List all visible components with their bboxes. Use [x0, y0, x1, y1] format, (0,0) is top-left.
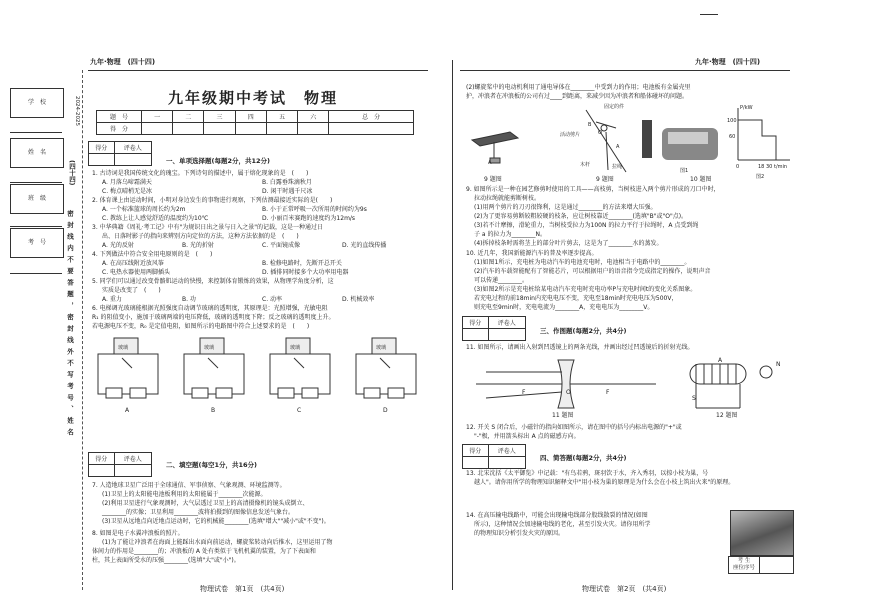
q6-circuit-figures: [92, 332, 428, 418]
q1-stem: 1. 古诗词是我国传统文化的瑰宝。下列诗句的描述中，属于熔化现象的是 ( ): [92, 170, 309, 177]
score-header-cell: 题 号: [97, 111, 142, 123]
grader-score-cell[interactable]: [89, 154, 115, 166]
fig1-label: 图1: [680, 168, 689, 174]
graph-tick-18: 18: [758, 164, 765, 170]
charging-figure: [642, 120, 718, 160]
lens-o-label: O: [566, 389, 571, 396]
solenoid-s-label: S: [692, 395, 696, 402]
q12-stem-cont: "-"极，并用箭头标出 A 点的磁感方向。: [474, 433, 580, 440]
q9-stem-cont: 拉动拉绳就能剪断树枝。: [474, 195, 541, 202]
school-blank[interactable]: [10, 132, 62, 133]
page-title: 九年级期中考试 物理: [168, 89, 339, 107]
graph-y-label: P/kW: [740, 105, 753, 111]
circuit-d-glass-label: 玻璃: [376, 345, 387, 351]
grader-reviewer-label: 评卷人: [488, 445, 525, 457]
graph-tick-100: 100: [727, 118, 737, 124]
right-header-rule: [460, 70, 790, 71]
q14-stem: 14. 在高压输电线路中，可能会出现输电线部分股线散裂的情况(如图: [466, 512, 648, 519]
q13-stem-cont: 越人"。请你用所学的物理知识解释文中"用小枝为巢的原理是为什么会在小枝上筑出火来"的原理。: [474, 479, 735, 486]
grader-reviewer-label: 评卷人: [114, 453, 151, 465]
q7-part2-cont: ________的实像；卫星利用________波将拍摄到的图像信息发送气象台。: [102, 509, 295, 516]
grader-score-label: 得分: [89, 142, 115, 154]
graph-x-label: t/min: [774, 164, 788, 170]
q3-option-c[interactable]: C. 平面镜成像: [262, 242, 301, 249]
pruner-o-label: O: [598, 130, 602, 136]
score-header-cell: 三: [204, 111, 235, 123]
q3-option-a[interactable]: A. 光的反射: [102, 242, 134, 249]
q10-part2: (2)汽车的车载智能配有了智能芯片，可以根据用户的语音指令完成指定的操作，说明声音: [474, 268, 711, 275]
solenoid-figure: [690, 364, 772, 408]
q4-option-b[interactable]: B. 检修电路时，先断开总开关: [262, 260, 342, 267]
q6-stem-cont-1: R₁ 的阻值变小，施加于玻璃两端的电压降低，玻璃的透明度下降；反之玻璃的透明度上升。: [92, 314, 335, 321]
q3-option-b[interactable]: B. 光的折射: [182, 242, 214, 249]
q8-stem: 8. 如图是电子水翼冲浪板的照片。: [92, 530, 184, 537]
surfboard-figure: [472, 132, 518, 163]
circuit-a-label: A: [125, 407, 130, 414]
grader-reviewer-label: 评卷人: [114, 142, 151, 154]
q5-option-a[interactable]: A. 重力: [102, 296, 122, 303]
q9-figure-caption: 9 题图: [596, 176, 614, 183]
section-2-heading: 二、填空题(每空1分，共16分): [166, 461, 258, 469]
q8-part1: (1)为了能让冲浪者在海面上能踩出水面向前运动，螺旋桨转动向后推水，这里运用了物: [102, 539, 333, 546]
q8-part1-cont2: 柱，其上表面所受水的压强________(选填"大"或"小")。: [92, 557, 240, 564]
q1-option-d[interactable]: D. 闲干时遇千尺冰: [262, 188, 313, 195]
q11-figure-caption: 11 题图: [552, 412, 574, 419]
grader-score-label: 得分: [89, 453, 115, 465]
q9-part1: (1)用两个剪片的刀刃很锋利，这是通过________的方法来增大压强。: [474, 204, 657, 211]
concave-lens-figure: [476, 360, 656, 408]
grader-reviewer-cell[interactable]: [114, 465, 151, 477]
score-header-cell: 五: [266, 111, 297, 123]
q11-stem: 11. 如图所示，请画出入射到凹透镜上的两条光线，并画出经过凹透镜后的折射光线。: [466, 344, 694, 351]
q6-stem: 6. 电梯调光玻璃能根据光照强度自动调节玻璃的透明度，其原理是：光照增强，光敏电阻: [92, 305, 328, 312]
grader-score-label: 得分: [463, 317, 489, 329]
q7-part1: (1)卫星上的太阳能电池板利用的太阳能属于________次能源。: [102, 491, 267, 498]
circuit-c-label: C: [297, 407, 302, 414]
grader-box-4: [462, 444, 526, 469]
school-label-box: 学 校: [10, 88, 64, 118]
score-header-cell: 二: [173, 111, 204, 123]
right-footer: 物理试卷 第2页 (共4页): [582, 585, 667, 593]
circuit-b-glass-label: 玻璃: [204, 345, 215, 351]
score-header-cell: 四: [235, 111, 266, 123]
q3-stem: 3. 中华典籍《周礼·考工记》中有"为规识日出之景与日入之景"的记载，这是一种通过日: [92, 224, 324, 231]
q10-figure-caption: 10 题图: [690, 176, 712, 183]
q5-stem-cont: 实质是改变了 ( ): [102, 287, 161, 294]
grader-score-cell[interactable]: [463, 329, 489, 341]
name-label-box: 姓 名: [10, 138, 64, 168]
q1-option-b[interactable]: B. 白露垂珠滴秋月: [262, 179, 312, 186]
section-1-heading: 一、单项选择题(每题2分，共12分): [166, 157, 271, 165]
seat-label-line2: 座位序号: [732, 565, 755, 571]
score-cell[interactable]: [329, 123, 414, 135]
q12-figure-caption: 12 题图: [716, 412, 738, 419]
exam-number-label-box: 考 号: [10, 228, 64, 258]
graph-tick-60: 60: [729, 134, 736, 140]
grader-score-cell[interactable]: [463, 457, 489, 469]
grader-reviewer-cell[interactable]: [488, 457, 525, 469]
section-3-heading: 三、作图题(每题2分，共4分): [540, 327, 627, 335]
circuit-c-glass-label: 玻璃: [290, 345, 301, 351]
q2-option-b[interactable]: B. 小于正常呼吸一次所用的时间约为9s: [262, 206, 367, 213]
pruner-a-label: A: [616, 144, 620, 150]
score-cell[interactable]: [142, 123, 173, 135]
grader-box-3: [462, 316, 526, 341]
q2-option-a[interactable]: A. 一个标准篮球的周长约为2m: [102, 206, 186, 213]
q5-stem: 5. 同学们可以通过改变骨骼肌运动的快慢，来控制体育锻炼的效果，从物理学角度分析，这: [92, 278, 334, 285]
grader-reviewer-cell[interactable]: [488, 329, 525, 341]
q3-option-d[interactable]: D. 光的直线传播: [342, 242, 387, 249]
pruner-rope-label: 拉绳: [612, 164, 623, 170]
class-blank[interactable]: [10, 226, 62, 227]
pruner-figure: [586, 110, 626, 172]
score-header-cell: 六: [298, 111, 329, 123]
q8-part2: (2)螺旋桨中的电动机利用了通电导体在________中受到力的作用；电池板有金属壳里: [466, 84, 691, 91]
q10-part1: (1)如图1所示，充电桩为电动汽车的电池充电时，电池相当于电路中的________。: [474, 259, 691, 266]
q5-option-b[interactable]: B. 功: [182, 296, 196, 303]
lens-f-left: F: [522, 389, 526, 396]
q8-part2-cont: 护，冲浪者在冲浪板的公司有过____到距离，来减少因为冲浪者和船体碰坏的问题。: [466, 93, 689, 100]
score-header-cell: 总 分: [329, 111, 414, 123]
score-cell[interactable]: [235, 123, 266, 135]
grader-reviewer-label: 评卷人: [488, 317, 525, 329]
pruner-pole-label: 木杆: [580, 162, 591, 168]
q1-option-a[interactable]: A. 月落乌啼霜满天: [102, 179, 152, 186]
seat-number-box: [728, 556, 794, 574]
name-blank[interactable]: [10, 182, 62, 183]
q8-q10-figures: [466, 102, 794, 180]
q5-option-d[interactable]: D. 机械效率: [342, 296, 375, 303]
q7-stem: 7. 人造地球卫星广泛用于全球通信、军事侦察、气象观测、环境监测等。: [92, 482, 286, 489]
q4-option-a[interactable]: A. 在高压线附近放风筝: [102, 260, 164, 267]
left-header-rule: [88, 70, 428, 71]
score-table: [96, 110, 414, 135]
page-divider: [452, 60, 453, 590]
q4-option-c[interactable]: C. 电热水器使用两脚插头: [102, 269, 171, 276]
score-header-cell: 一: [142, 111, 173, 123]
score-row-label: 得 分: [97, 123, 142, 135]
q13-stem: 13. 北宋沈括《太平御览》中记载："有鸟若鸦，斑羽饮于水，齐入秀羽，以掠小枝为巢，号: [466, 470, 709, 477]
power-time-graph: [738, 108, 790, 160]
score-cell[interactable]: [266, 123, 297, 135]
q10-part3: (3)如图2所示是充电桩给某电动汽车充电时充电功率P与充电时间t的变化关系图象。: [474, 286, 697, 293]
q2-option-c[interactable]: C. 教练上让人感觉舒适的温度约为10℃: [102, 215, 209, 222]
solenoid-a-label: A: [718, 357, 723, 364]
seat-number-cell[interactable]: [760, 557, 794, 574]
q9-stem: 9. 如图所示是一种在园艺修剪时使用的工具——高枝剪，当树枝进入两个剪片形成的刀口中时，: [466, 186, 720, 193]
graph-tick-0: 0: [736, 164, 740, 170]
fig2-label: 图2: [756, 174, 765, 180]
pruner-blade-label: 活动剪片: [560, 132, 581, 138]
q12-stem: 12. 开关 S 闭合后，小磁针的指向如图所示，请在图中的括号内标出电源的"+"或: [466, 424, 682, 431]
q4-stem: 4. 下列做法中符合安全用电原则的是 ( ): [92, 251, 213, 258]
lens-f-right: F: [606, 389, 610, 396]
seal-line: [82, 70, 83, 590]
binding-strip: [6, 88, 68, 568]
q9-part2: (2)为了更容易剪断较粗较硬的枝条，应让树枝靠近________(选填"B"或"O"点)。: [474, 213, 688, 220]
seal-notice: 密封线内不要答题，密封线外不写考号、姓名: [66, 210, 74, 440]
q14-stem-cont2: 的物理知识分析引发火灾的原因。: [474, 530, 565, 537]
paper-code-vertical: (四十四): [68, 160, 76, 186]
q9-part4: (4)拆掉枝条时需将茎上的部分叶片剪去，这是为了________水的蒸发。: [474, 240, 663, 247]
left-footer: 物理试卷 第1页 (共4页): [200, 585, 285, 593]
q7-part3: (3)卫星从远地点向近地点运动时，它的机械能________(选填"增大""减小"或"不变")。: [102, 518, 330, 525]
q4-option-d[interactable]: D. 插排同时接多个大功率用电器: [262, 269, 349, 276]
grader-score-label: 得分: [463, 445, 489, 457]
circuit-a-glass-label: 玻璃: [118, 345, 129, 351]
q8-part1-cont: 体间力的作用是________的；冲浪板的 A 处有类似于飞机机翼的装置，为了下表面和: [92, 548, 316, 555]
right-header: 九年·物理 (四十四): [695, 58, 761, 66]
section-4-heading: 四、简答题(每题2分，共4分): [540, 454, 627, 462]
grader-box-1: [88, 141, 152, 166]
q7-part2: (2)利用卫星进行气象观测时，大气层透过卫星上的高清摄像机的镜头成倒立、: [102, 500, 309, 507]
year-code: 2024-2025: [74, 96, 80, 126]
q10-part2-cont: 可以传递________。: [474, 277, 529, 284]
q3-stem-cont: 出、日落时影子的指向来辨别方向定位的方法，这种方法依据的是 ( ): [102, 233, 299, 240]
q10-stem: 10. 近几年，我国新能源汽车的普及率逐步提高。: [466, 250, 598, 257]
surfboard-a-label: A: [488, 160, 492, 166]
q2-stem: 2. 体育课上由运动时间，小明对身边发生的事物进行观察，下列估测最接近实际的是( ): [92, 197, 333, 204]
grader-reviewer-cell[interactable]: [114, 154, 151, 166]
graph-tick-30: 30: [766, 164, 773, 170]
q1-option-c[interactable]: C. 梅点晴梢无是冰: [102, 188, 153, 195]
q11-q12-figures: [466, 354, 796, 422]
seat-label-line1: 考 生: [737, 558, 751, 564]
q14-stem-cont: 所示)，这种情况会加速输电线的老化，甚至引发火灾。请你用所学: [474, 521, 651, 528]
q8-figure-caption: 9 题图: [484, 176, 502, 183]
circuit-b-label: B: [211, 407, 216, 414]
score-cell[interactable]: [173, 123, 204, 135]
q10-part3-cont: 若充电过程的前18min内充电电压不变，充电至18min时充电电压为500V，: [474, 295, 678, 302]
grader-score-cell[interactable]: [89, 465, 115, 477]
q9-part3-cont: 子 a 的拉力为________N。: [474, 231, 546, 238]
q10-part3-cont2: 则充电至9min时，充电电流为________A，充电电压为________V。: [474, 304, 654, 311]
q6-stem-cont-2: 若电源电压不变，R₀ 是定值电阻，如图所示的电路图中符合上述要求的是 ( ): [92, 323, 310, 330]
exam-number-blank[interactable]: [10, 273, 62, 274]
pruner-b-label: B: [588, 122, 592, 128]
compass-n-label: N: [776, 361, 781, 368]
seat-label: [729, 557, 760, 574]
left-header: 九年·物理 (四十四): [90, 58, 156, 66]
pruner-fixed-label: 固定的件: [604, 104, 625, 110]
top-corner-mark: [700, 14, 718, 15]
circuit-d-label: D: [383, 407, 388, 414]
score-cell[interactable]: [204, 123, 235, 135]
q2-option-d[interactable]: D. 小丽百米赛跑的速度约为12m/s: [262, 215, 356, 222]
power-line-photo: [730, 510, 794, 556]
q9-part3: (3)若不计摩擦，滑轮重力，当树枝受拉力为100N 的拉力平行于拉绳时，A 点受到绳: [474, 222, 699, 229]
q5-option-c[interactable]: C. 动率: [262, 296, 283, 303]
class-label-box: 班 级: [10, 184, 64, 214]
grader-box-2: [88, 452, 152, 477]
score-cell[interactable]: [298, 123, 329, 135]
